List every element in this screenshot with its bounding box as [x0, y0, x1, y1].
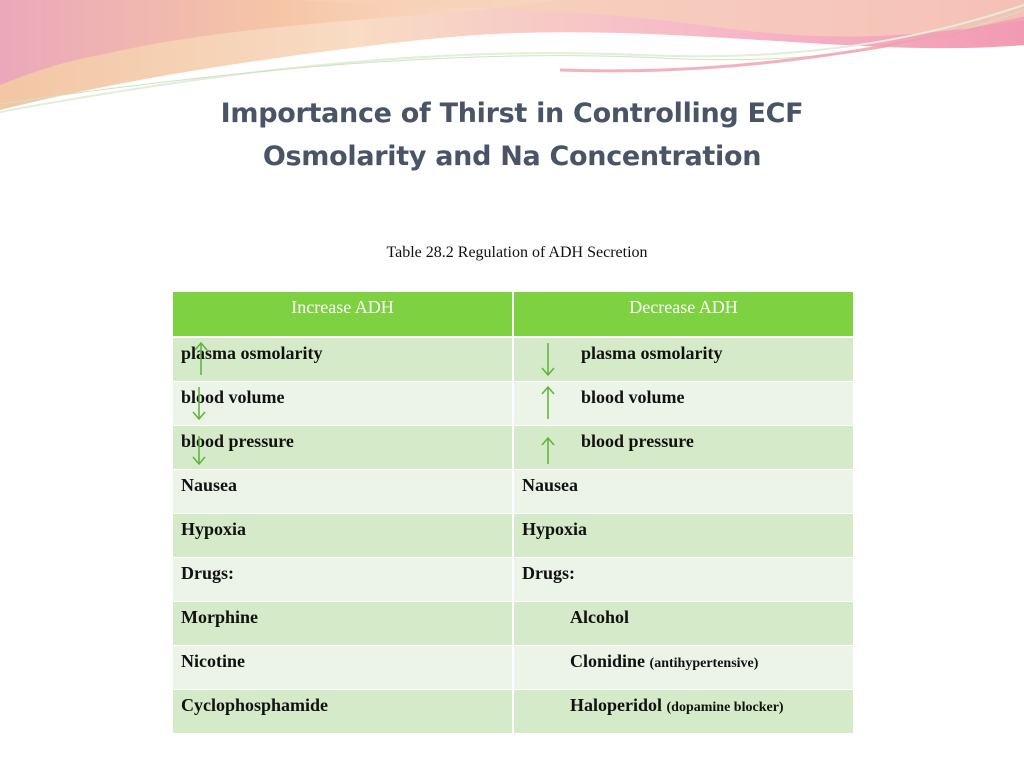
- cell-text: blood pressure: [581, 431, 694, 451]
- table-cell: [513, 382, 854, 426]
- cell-note: (antihypertensive): [649, 656, 759, 671]
- slide-title-line-2: Osmolarity and Na Concentration: [262, 141, 762, 172]
- table-cell: [513, 337, 854, 382]
- table-cell: [513, 426, 854, 470]
- cell-text: Haloperidol: [570, 695, 663, 715]
- arrow-down-icon: [192, 385, 206, 421]
- cell-text: Drugs:: [522, 563, 575, 583]
- cell-text: Nicotine: [181, 651, 245, 671]
- table-cell: [513, 514, 854, 558]
- table-cell: [513, 602, 854, 646]
- table-row: [172, 470, 854, 514]
- adh-regulation-table: [171, 290, 855, 734]
- table-cell: [513, 558, 854, 602]
- header-decrease-adh: Decrease ADH: [513, 291, 854, 337]
- cell-text: Nausea: [181, 475, 238, 495]
- table-cell: [172, 558, 513, 602]
- cell-text: Hypoxia: [181, 519, 247, 539]
- slide-title: [0, 92, 1024, 178]
- slide-title-line-1: Importance of Thirst in Controlling ECF: [220, 98, 804, 129]
- table-cell: [513, 646, 854, 690]
- arrow-up-icon: [194, 341, 208, 377]
- table-cell: [513, 470, 854, 514]
- table-cell: [172, 337, 513, 382]
- table-row: [172, 514, 854, 558]
- table-caption: Table 28.2 Regulation of ADH Secretion: [386, 244, 648, 261]
- cell-text: blood volume: [181, 387, 285, 407]
- cell-text: Nausea: [522, 475, 579, 495]
- table-row: [172, 426, 854, 470]
- cell-text: Alcohol: [570, 607, 630, 627]
- table-cell: [172, 646, 513, 690]
- cell-text: blood pressure: [181, 431, 294, 451]
- table-cell: [172, 426, 513, 470]
- table-header-row: [172, 291, 854, 337]
- cell-text: plasma osmolarity: [181, 343, 323, 363]
- arrow-up-icon: [541, 385, 555, 421]
- cell-text: Drugs:: [181, 563, 234, 583]
- table-cell: [172, 690, 513, 734]
- cell-text: Morphine: [181, 607, 259, 627]
- cell-text: Clonidine: [570, 651, 646, 671]
- table-cell: [172, 514, 513, 558]
- table-cell: [172, 602, 513, 646]
- table-row: [172, 690, 854, 734]
- cell-text: plasma osmolarity: [581, 343, 723, 363]
- table-cell: [172, 382, 513, 426]
- cell-text: Cyclophosphamide: [181, 695, 329, 715]
- table-row: [172, 558, 854, 602]
- cell-note: (dopamine blocker): [666, 700, 784, 715]
- table-row: [172, 382, 854, 426]
- table-row: [172, 602, 854, 646]
- table-row: [172, 337, 854, 382]
- table-cell: [172, 470, 513, 514]
- header-increase-adh: Increase ADH: [172, 291, 513, 337]
- arrow-up-icon: [541, 436, 555, 466]
- cell-text: blood volume: [581, 387, 685, 407]
- arrow-down-icon: [192, 434, 206, 466]
- table-row: [172, 646, 854, 690]
- table-cell: [513, 690, 854, 734]
- cell-text: Hypoxia: [522, 519, 588, 539]
- arrow-down-icon: [541, 341, 555, 377]
